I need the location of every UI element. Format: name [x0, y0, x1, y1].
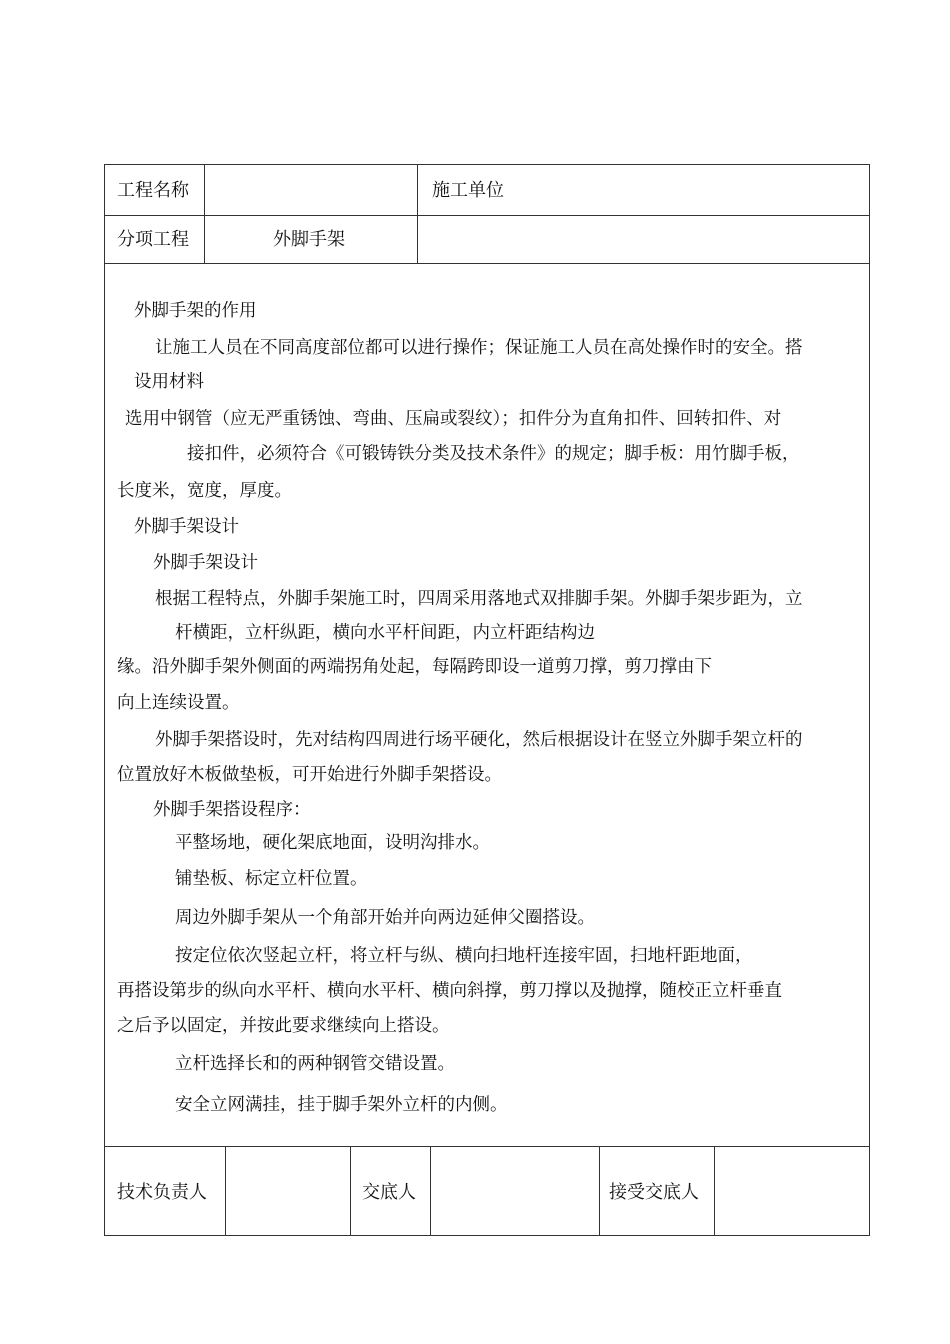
content-line: 根据工程特点，外脚手架施工时，四周采用落地式双排脚手架。外脚手架步距为，立	[155, 589, 803, 609]
content-line: 安全立网满挂，挂于脚手架外立杆的内侧。	[175, 1095, 508, 1115]
content-line: 让施工人员在不同高度部位都可以进行操作；保证施工人员在高处操作时的安全。搭	[155, 338, 803, 358]
content-line: 之后予以固定，并按此要求继续向上搭设。	[117, 1016, 450, 1036]
content-line: 外脚手架搭设程序：	[153, 800, 311, 820]
column-divider	[417, 164, 418, 263]
content-line: 接扣件，必须符合《可锻铸铁分类及技术条件》的规定；脚手板：用竹脚手板，	[187, 444, 800, 464]
column-divider	[430, 1146, 431, 1236]
tech-lead-label: 技术负责人	[117, 1182, 207, 1203]
receiver-label: 接受交底人	[609, 1182, 699, 1203]
content-line: 外脚手架设计	[134, 517, 239, 537]
column-divider	[599, 1146, 600, 1236]
content-line: 铺垫板、标定立杆位置。	[175, 869, 368, 889]
row-divider	[104, 263, 870, 264]
content-line: 位置放好木板做垫板，可开始进行外脚手架搭设。	[117, 765, 502, 785]
content-line: 立杆选择长和的两种钢管交错设置。	[175, 1054, 455, 1074]
content-line: 外脚手架搭设时，先对结构四周进行场平硬化，然后根据设计在竖立外脚手架立杆的	[155, 730, 803, 750]
content-line: 外脚手架设计	[153, 553, 258, 573]
row-divider	[104, 215, 870, 216]
content-line: 周边外脚手架从一个角部开始并向两边延伸父圈搭设。	[175, 908, 595, 928]
content-line: 选用中钢管（应无严重锈蚀、弯曲、压扁或裂纹）；扣件分为直角扣件、回转扣件、对	[125, 409, 782, 429]
project-name-label: 工程名称	[117, 180, 189, 201]
content-line: 按定位依次竖起立杆，将立杆与纵、横向扫地杆连接牢固，扫地杆距地面，	[175, 946, 753, 966]
content-line: 设用材料	[134, 372, 204, 392]
column-divider	[350, 1146, 351, 1236]
column-divider	[204, 164, 205, 263]
row-divider	[104, 1146, 870, 1147]
content-line: 向上连续设置。	[117, 693, 240, 713]
content-line: 缘。沿外脚手架外侧面的两端拐角处起，每隔跨即设一道剪刀撑，剪刀撑由下	[117, 657, 712, 677]
content-line: 长度米，宽度，厚度。	[117, 481, 292, 501]
discloser-label: 交底人	[362, 1182, 416, 1203]
content-line: 平整场地，硬化架底地面，设明沟排水。	[175, 833, 490, 853]
column-divider	[225, 1146, 226, 1236]
sub-project-value[interactable]: 外脚手架	[273, 229, 345, 250]
content-line: 杆横距，立杆纵距，横向水平杆间距，内立杆距结构边	[175, 623, 595, 643]
column-divider	[714, 1146, 715, 1236]
content-line: 外脚手架的作用	[134, 301, 257, 321]
content-line: 再搭设第步的纵向水平杆、横向水平杆、横向斜撑，剪刀撑以及抛撑，随校正立杆垂直	[117, 981, 782, 1001]
sub-project-label: 分项工程	[117, 229, 189, 250]
construction-unit-label: 施工单位	[432, 180, 504, 201]
